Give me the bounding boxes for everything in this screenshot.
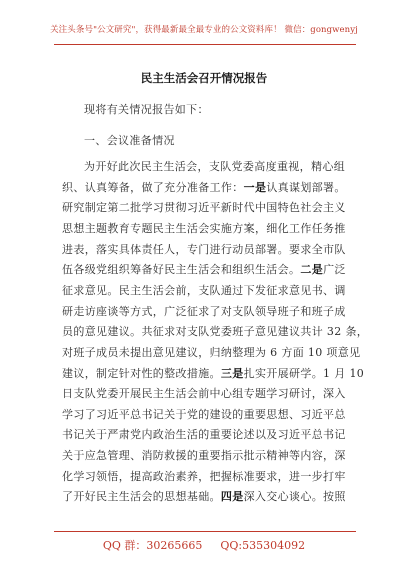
body-line xyxy=(62,261,346,277)
body-text: 日支队党委开展民主生活会前中心组专题学习研讨，深入 xyxy=(62,387,346,401)
body-line xyxy=(84,158,345,174)
body-text: 员的意见建议。共征求对支队党委班子意见建议共计 32 条， xyxy=(62,325,369,339)
body-text: 学习了习近平总书记关于党的建设的重要思想、习近平总 xyxy=(62,407,346,421)
emphasis-text: 三是 xyxy=(220,366,244,380)
body-text: 建议，制定针对性的整改措施。 xyxy=(62,366,221,380)
emphasis-text: 一是 xyxy=(243,180,267,194)
footer-qq-group: QQ 群：30265665 xyxy=(102,539,203,552)
body-line xyxy=(62,199,346,215)
body-text: 征求意见。民主生活会前，支队通过下发征求意见书、调 xyxy=(62,283,346,297)
header-divider xyxy=(54,44,356,45)
body-text: 对班子成员未提出意见建议，归纳整理为 6 方面 10 项意见 xyxy=(62,345,361,359)
emphasis-text: 四是 xyxy=(220,490,244,504)
body-text: 研走访座谈等方式，广泛征求了对支队领导班子和班子成 xyxy=(62,304,346,318)
body-text: 认真谋划部署。 xyxy=(266,180,346,194)
document-title: 民主生活会召开情况报告 xyxy=(140,71,268,85)
intro-paragraph: 现将有关情况报告如下： xyxy=(84,103,209,116)
body-line xyxy=(62,282,346,298)
section-heading: 一、会议准备情况 xyxy=(84,134,175,147)
body-text: 关于应急管理、消防救援的重要指示批示精神等内容，深 xyxy=(62,449,346,463)
body-text: 了开好民主生活会的思想基础。 xyxy=(62,490,221,504)
body-text: 深入交心谈心。按照 xyxy=(243,490,346,504)
footer-qq-number: QQ:535304092 xyxy=(220,539,306,552)
emphasis-text: 二是 xyxy=(300,263,324,277)
body-text: 扎实开展研学。1 月 10 xyxy=(243,366,365,380)
body-line xyxy=(62,385,346,401)
body-text: 进表，落实具体责任人，专门进行动员部署。要求全市队 xyxy=(62,242,346,256)
body-line xyxy=(62,426,346,442)
body-line xyxy=(62,220,346,236)
body-line xyxy=(62,468,346,484)
body-line xyxy=(62,179,346,195)
body-text: 研究制定第二批学习贯彻习近平新时代中国特色社会主义 xyxy=(62,201,346,215)
body-text: 思想主题教育专题民主生活会实施方案，细化工作任务推 xyxy=(62,221,346,235)
body-text: 为开好此次民主生活会，支队党委高度重视，精心组 xyxy=(84,160,346,173)
body-text: 化学习领悟，提高政治素养，把握标准要求，进一步打牢 xyxy=(62,469,346,483)
footer-contact xyxy=(0,537,408,553)
header-promo-text: 关注头条号"公文研究"，获得最新最全最专业的公文资料库！ 微信：gongwenyj xyxy=(50,25,358,35)
body-line xyxy=(62,323,368,339)
body-line xyxy=(62,488,346,504)
body-line xyxy=(62,406,346,422)
body-line xyxy=(62,365,364,381)
body-text: 伍各级党组织筹备好民主生活会和组织生活会。 xyxy=(62,263,301,277)
body-text: 广泛 xyxy=(323,263,346,277)
body-text: 织、认真筹备，做了充分准备工作： xyxy=(62,180,244,194)
footer-divider xyxy=(54,531,356,532)
body-line xyxy=(62,447,346,463)
body-text: 书记关于严肃党内政治生活的重要论述以及习近平总书记 xyxy=(62,428,346,442)
body-line xyxy=(62,241,346,257)
body-line xyxy=(62,303,346,319)
body-line xyxy=(62,344,360,360)
